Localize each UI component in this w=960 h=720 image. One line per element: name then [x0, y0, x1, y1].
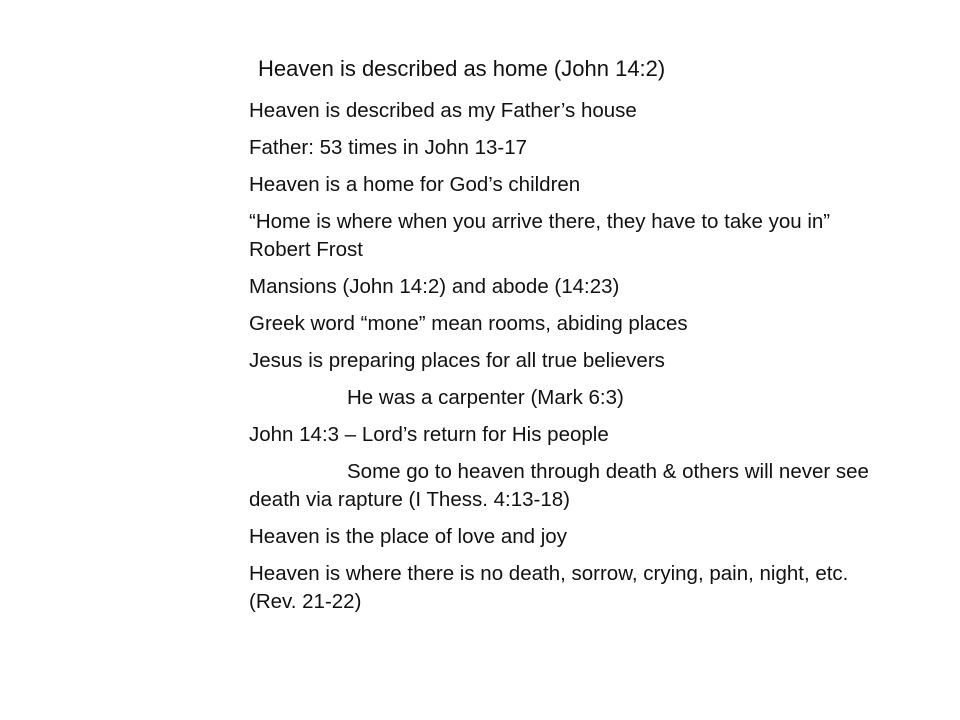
body-line: Mansions (John 14:2) and abode (14:23): [249, 275, 620, 298]
body-line: Heaven is a home for God’s children: [249, 173, 581, 196]
body-line: Greek word “mone” mean rooms, abiding places: [249, 312, 688, 335]
body-line: Heaven is the place of love and joy: [249, 525, 567, 548]
slide-body: [249, 97, 889, 625]
body-line: Father: 53 times in John 13-17: [249, 136, 528, 159]
body-line: Jesus is preparing places for all true believers: [249, 349, 665, 372]
body-line: Heaven is where there is no death, sorrow, crying, pain, night, etc. (Rev. 21-22): [249, 562, 849, 613]
body-line: Heaven is described as my Father’s house: [249, 99, 637, 122]
body-line-indented: He was a carpenter (Mark 6:3): [347, 386, 624, 409]
body-line-indented: Some go to heaven through death & others will never see death via rapture (I Thess. 4:13-18): [249, 460, 869, 511]
body-line: John 14:3 – Lord’s return for His people: [249, 423, 609, 446]
slide-title: Heaven is described as home (John 14:2): [258, 56, 666, 81]
body-line-quote: “Home is where when you arrive there, they have to take you in” Robert Frost: [249, 210, 831, 261]
